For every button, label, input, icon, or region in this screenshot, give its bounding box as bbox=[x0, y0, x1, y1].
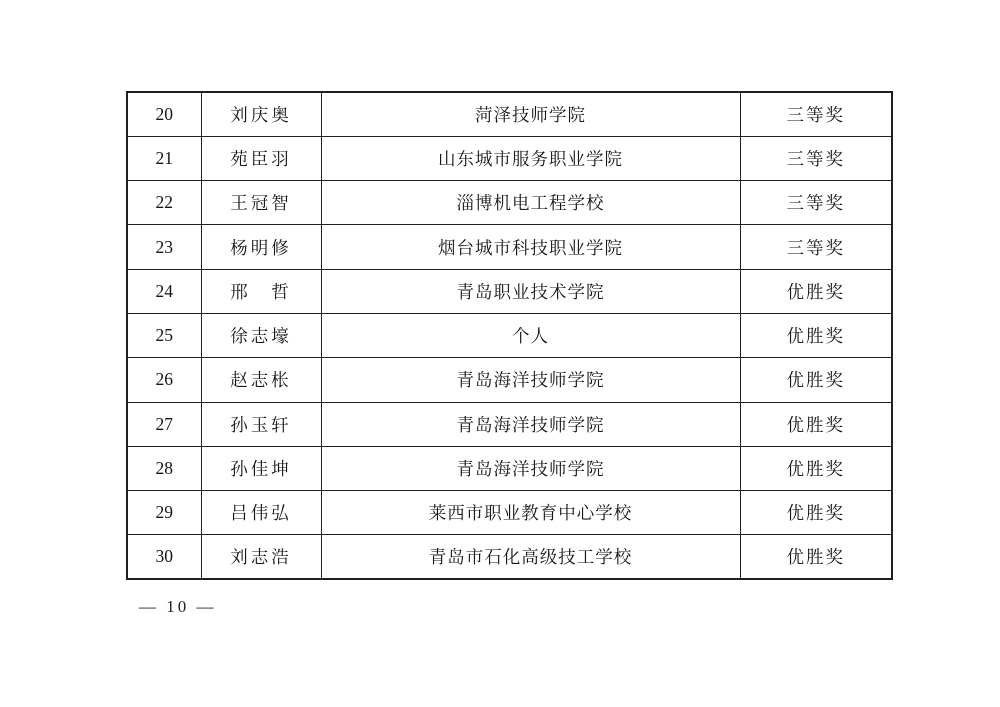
table-row bbox=[127, 358, 892, 402]
page-number: — 10 — bbox=[139, 597, 217, 616]
cell-school-name: 烟台城市科技职业学院 bbox=[321, 225, 740, 269]
cell-school-name: 青岛市石化高级技工学校 bbox=[321, 535, 740, 579]
cell-school-name: 莱西市职业教育中心学校 bbox=[321, 491, 740, 535]
cell-award-level: 优胜奖 bbox=[740, 313, 892, 357]
cell-rank-number: 21 bbox=[127, 136, 201, 180]
cell-award-level: 优胜奖 bbox=[740, 491, 892, 535]
cell-contestant-name: 孙玉轩 bbox=[201, 402, 321, 446]
awards-table-body bbox=[127, 92, 892, 579]
table-row bbox=[127, 136, 892, 180]
cell-contestant-name: 赵志枨 bbox=[201, 358, 321, 402]
cell-award-level: 优胜奖 bbox=[740, 269, 892, 313]
cell-rank-number: 25 bbox=[127, 313, 201, 357]
cell-contestant-name: 刘志浩 bbox=[201, 535, 321, 579]
table-row bbox=[127, 269, 892, 313]
cell-award-level: 优胜奖 bbox=[740, 402, 892, 446]
cell-contestant-name: 徐志壕 bbox=[201, 313, 321, 357]
table-row bbox=[127, 446, 892, 490]
cell-school-name: 青岛海洋技师学院 bbox=[321, 358, 740, 402]
table-row bbox=[127, 181, 892, 225]
cell-award-level: 三等奖 bbox=[740, 136, 892, 180]
table-row bbox=[127, 402, 892, 446]
cell-school-name: 青岛海洋技师学院 bbox=[321, 446, 740, 490]
cell-rank-number: 23 bbox=[127, 225, 201, 269]
table-row bbox=[127, 313, 892, 357]
cell-award-level: 优胜奖 bbox=[740, 535, 892, 579]
awards-table bbox=[126, 91, 893, 580]
table-row bbox=[127, 92, 892, 136]
cell-rank-number: 24 bbox=[127, 269, 201, 313]
cell-rank-number: 22 bbox=[127, 181, 201, 225]
cell-school-name: 青岛职业技术学院 bbox=[321, 269, 740, 313]
cell-award-level: 三等奖 bbox=[740, 92, 892, 136]
cell-school-name: 菏泽技师学院 bbox=[321, 92, 740, 136]
cell-contestant-name: 苑臣羽 bbox=[201, 136, 321, 180]
table-row bbox=[127, 225, 892, 269]
cell-school-name: 淄博机电工程学校 bbox=[321, 181, 740, 225]
cell-rank-number: 28 bbox=[127, 446, 201, 490]
cell-contestant-name: 邢 哲 bbox=[201, 269, 321, 313]
cell-rank-number: 20 bbox=[127, 92, 201, 136]
cell-contestant-name: 吕伟弘 bbox=[201, 491, 321, 535]
cell-contestant-name: 刘庆奥 bbox=[201, 92, 321, 136]
table-row bbox=[127, 535, 892, 579]
cell-rank-number: 30 bbox=[127, 535, 201, 579]
cell-contestant-name: 杨明修 bbox=[201, 225, 321, 269]
cell-rank-number: 29 bbox=[127, 491, 201, 535]
table-row bbox=[127, 491, 892, 535]
cell-rank-number: 27 bbox=[127, 402, 201, 446]
cell-award-level: 三等奖 bbox=[740, 181, 892, 225]
cell-school-name: 个人 bbox=[321, 313, 740, 357]
cell-school-name: 山东城市服务职业学院 bbox=[321, 136, 740, 180]
cell-award-level: 优胜奖 bbox=[740, 358, 892, 402]
cell-award-level: 优胜奖 bbox=[740, 446, 892, 490]
cell-school-name: 青岛海洋技师学院 bbox=[321, 402, 740, 446]
cell-contestant-name: 王冠智 bbox=[201, 181, 321, 225]
cell-contestant-name: 孙佳坤 bbox=[201, 446, 321, 490]
cell-rank-number: 26 bbox=[127, 358, 201, 402]
cell-award-level: 三等奖 bbox=[740, 225, 892, 269]
